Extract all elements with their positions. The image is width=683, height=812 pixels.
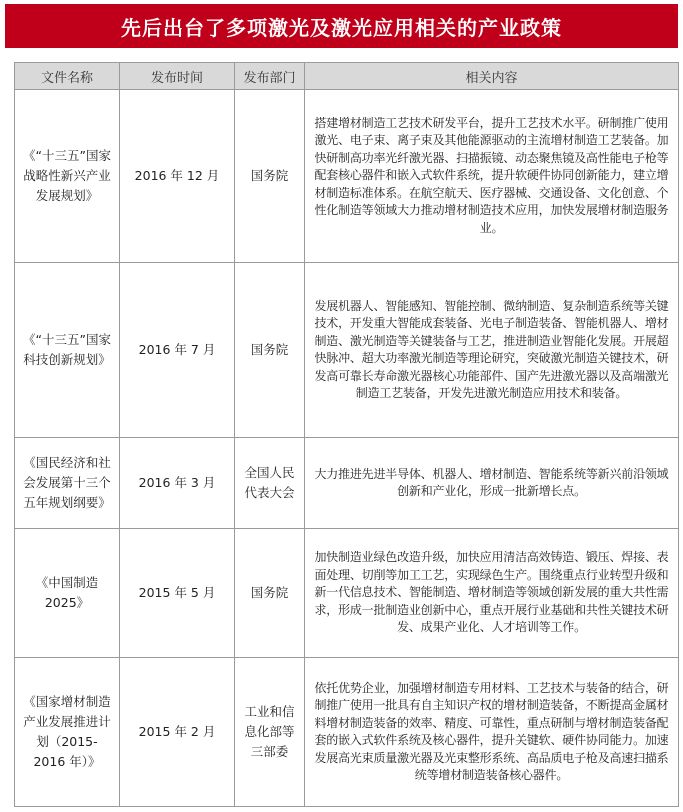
- cell-department: 全国人民代表大会: [235, 438, 305, 529]
- cell-department: 工业和信息化部等三部委: [235, 658, 305, 807]
- policy-table: [14, 62, 679, 807]
- cell-file-name: 《国民经济和社会发展第十三个五年规划纲要》: [15, 438, 120, 529]
- cell-file-name: 《“十三五”国家战略性新兴产业发展规划》: [15, 90, 120, 263]
- page-title: 先后出台了多项激光及激光应用相关的产业政策: [121, 15, 562, 40]
- table-header-row: [15, 63, 679, 90]
- cell-file-name: 《“十三五”国家科技创新规划》: [15, 263, 120, 438]
- cell-content: 加快制造业绿色改造升级，加快应用清洁高效铸造、锻压、焊接、表面处理、切削等加工工艺，实现绿色生产。围绕重点行业转型升级和新一代信息技术、智能制造、增材制造等领域创新发展的重大共性需求，形成一批制造业创新中心，重点开展行业基础和共性关键技术研发、成果产业化、人才培训等工作。: [305, 529, 679, 658]
- cell-department: 国务院: [235, 90, 305, 263]
- header-department: 发布部门: [235, 63, 305, 90]
- cell-publish-date: 2016 年 7 月: [120, 263, 235, 438]
- table-row: [15, 263, 679, 438]
- cell-file-name: 《中国制造2025》: [15, 529, 120, 658]
- cell-publish-date: 2015 年 2 月: [120, 658, 235, 807]
- cell-department: 国务院: [235, 529, 305, 658]
- header-publish-date: 发布时间: [120, 63, 235, 90]
- table-row: [15, 529, 679, 658]
- cell-content: 发展机器人、智能感知、智能控制、微纳制造、复杂制造系统等关键技术，开发重大智能成套装备、光电子制造装备、智能机器人、增材制造、激光制造等关键装备与工艺，推进制造业智能化发展。开展超快脉冲、超大功率激光制造等理论研究，突破激光制造关键技术，研发高可靠长寿命激光器核心功能部件、国产先进激光器以及高端激光制造工艺装备，开发先进激光制造应用技术和装备。: [305, 263, 679, 438]
- table-row: [15, 90, 679, 263]
- cell-publish-date: 2016 年 12 月: [120, 90, 235, 263]
- table-row: [15, 658, 679, 807]
- cell-content: 搭建增材制造工艺技术研发平台，提升工艺技术水平。研制推广使用激光、电子束、离子束及其他能源驱动的主流增材制造工艺装备。加快研制高功率光纤激光器、扫描振镜、动态聚焦镜及高性能电子枪等配套核心器件和嵌入式软件系统，提升软硬件协同创新能力，建立增材制造标准体系。在航空航天、医疗器械、交通设备、文化创意、个性化制造等领域大力推动增材制造技术应用，加快发展增材制造服务业。: [305, 90, 679, 263]
- cell-content: 大力推进先进半导体、机器人、增材制造、智能系统等新兴前沿领域创新和产业化，形成一批新增长点。: [305, 438, 679, 529]
- header-file-name: 文件名称: [15, 63, 120, 90]
- cell-publish-date: 2016 年 3 月: [120, 438, 235, 529]
- cell-content: 依托优势企业，加强增材制造专用材料、工艺技术与装备的结合，研制推广使用一批具有自主知识产权的增材制造装备，不断提高金属材料增材制造装备的效率、精度、可靠性，重点研制与增材制造装备配套的嵌入式软件系统及核心器件，提升关键软、硬件协同能力。加速发展高光束质量激光器及光束整形系统、高品质电子枪及高速扫描系统等增材制造装备核心器件。: [305, 658, 679, 807]
- table-row: [15, 438, 679, 529]
- cell-department: 国务院: [235, 263, 305, 438]
- cell-publish-date: 2015 年 5 月: [120, 529, 235, 658]
- cell-file-name: 《国家增材制造产业发展推进计划（2015-2016 年）》: [15, 658, 120, 807]
- header-content: 相关内容: [305, 63, 679, 90]
- page-title-banner: [5, 4, 678, 48]
